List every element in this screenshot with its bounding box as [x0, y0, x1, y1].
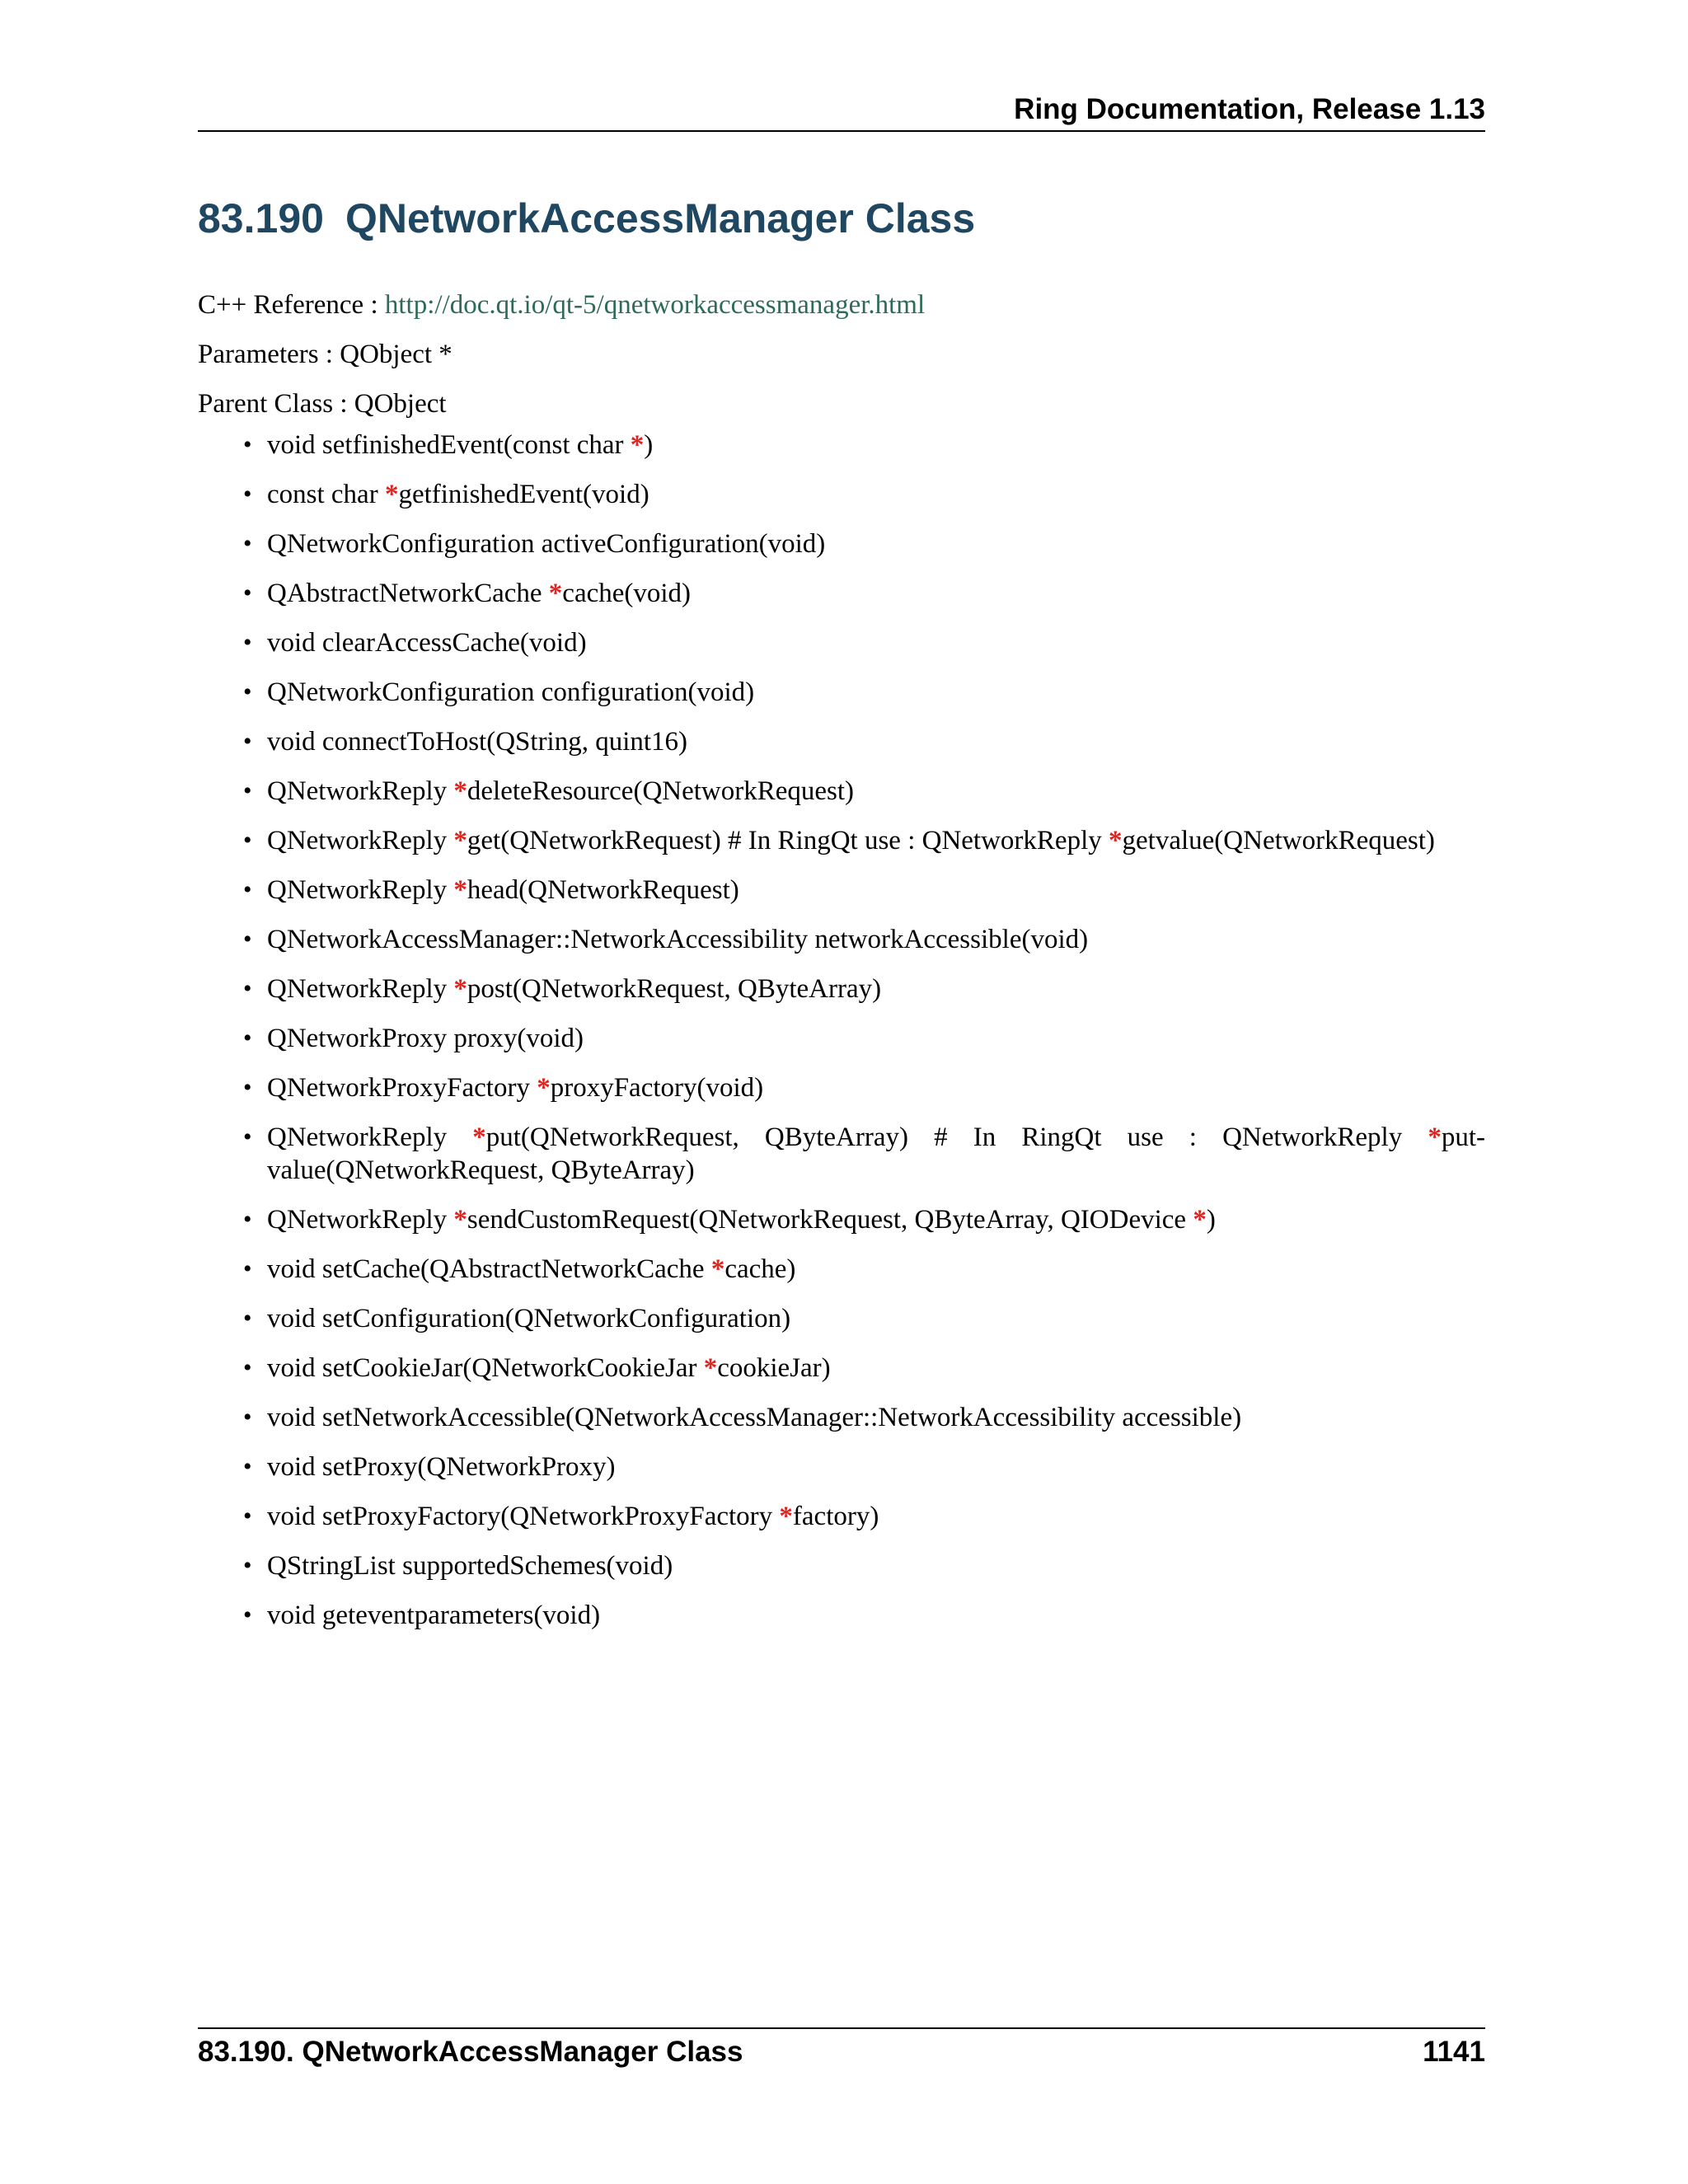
method-signature-text: getfinishedEvent(void)	[398, 480, 649, 509]
cpp-reference	[198, 280, 1485, 330]
section-number: 83.190	[198, 195, 324, 241]
method-signature-text: post(QNetworkRequest, QByteArray)	[467, 974, 882, 1004]
section-title	[198, 191, 975, 246]
method-item	[198, 1121, 1485, 1187]
reference-link[interactable]: http://doc.qt.io/qt-5/qnetworkaccessmanager.html	[384, 290, 926, 320]
method-signature-text: QNetworkProxy proxy(void)	[267, 1024, 584, 1053]
method-item	[198, 1401, 1485, 1434]
method-signature-text: QNetworkReply	[267, 776, 454, 806]
method-signature-text: sendCustomRequest(QNetworkRequest, QByteArray, QIODevice	[467, 1205, 1193, 1235]
method-signature-text: QNetworkReply	[267, 1122, 473, 1152]
method-signature-text: QAbstractNetworkCache	[267, 579, 549, 608]
method-signature-text: cache)	[724, 1254, 796, 1284]
pointer-asterisk: *	[779, 1502, 793, 1531]
pointer-asterisk: *	[453, 1205, 467, 1235]
method-signature-text: proxyFactory(void)	[550, 1073, 764, 1103]
method-item	[198, 626, 1485, 659]
method-signature-text: const char	[267, 480, 385, 509]
pointer-asterisk: *	[1193, 1205, 1207, 1235]
method-item	[198, 1022, 1485, 1055]
method-signature-text: QNetworkReply	[267, 875, 454, 905]
method-signature-text: QNetworkAccessManager::NetworkAccessibility networkAccessible(void)	[267, 925, 1089, 954]
method-signature-text: getvalue(QNetworkRequest)	[1122, 826, 1435, 855]
method-item	[198, 1500, 1485, 1533]
pointer-asterisk: *	[453, 826, 467, 855]
parameters: Parameters : QObject *	[198, 340, 452, 369]
method-item	[198, 874, 1485, 907]
method-signature-text: )	[1206, 1205, 1216, 1235]
pointer-asterisk: *	[453, 974, 467, 1004]
method-list	[198, 429, 1485, 1648]
method-item	[198, 725, 1485, 758]
method-signature-text: cookieJar)	[717, 1353, 831, 1383]
method-signature-text: void setProxy(QNetworkProxy)	[267, 1452, 616, 1482]
method-item	[198, 1071, 1485, 1104]
method-signature-text: void setNetworkAccessible(QNetworkAccessManager::NetworkAccessibility accessible)	[267, 1403, 1242, 1432]
pointer-asterisk: *	[548, 579, 563, 608]
method-signature-text: cache(void)	[562, 579, 692, 608]
method-signature-text: void setCache(QAbstractNetworkCache	[267, 1254, 711, 1284]
method-signature-text: QStringList supportedSchemes(void)	[267, 1551, 673, 1581]
running-footer	[198, 2027, 1485, 2075]
method-signature-text: QNetworkConfiguration configuration(void)	[267, 677, 755, 707]
running-header: Ring Documentation, Release 1.13	[198, 89, 1485, 132]
method-signature-text: void clearAccessCache(void)	[267, 628, 587, 658]
method-item	[198, 1302, 1485, 1335]
class-meta	[198, 280, 1485, 429]
pointer-asterisk: *	[453, 776, 467, 806]
method-item	[198, 1599, 1485, 1632]
method-signature-text: head(QNetworkRequest)	[467, 875, 739, 905]
pointer-asterisk: *	[472, 1122, 486, 1152]
method-signature-text: QNetworkReply	[267, 826, 454, 855]
method-signature-text: factory)	[792, 1502, 879, 1531]
pointer-asterisk: *	[453, 875, 467, 905]
method-signature-text: void setConfiguration(QNetworkConfiguration)	[267, 1304, 791, 1333]
footer-section: 83.190. QNetworkAccessManager Class	[198, 2036, 743, 2068]
method-signature-text: void setProxyFactory(QNetworkProxyFactory	[267, 1502, 780, 1531]
method-item	[198, 1203, 1485, 1236]
method-item	[198, 1352, 1485, 1385]
method-item	[198, 527, 1485, 560]
pointer-asterisk: *	[1428, 1122, 1442, 1152]
method-item	[198, 972, 1485, 1005]
pointer-asterisk: *	[703, 1353, 718, 1383]
pointer-asterisk: *	[1109, 826, 1123, 855]
section-title-text: QNetworkAccessManager Class	[345, 195, 976, 241]
method-signature-text: void geteventparameters(void)	[267, 1601, 601, 1630]
method-signature-text: void setCookieJar(QNetworkCookieJar	[267, 1353, 704, 1383]
method-signature-text: QNetworkReply	[267, 974, 454, 1004]
pointer-asterisk: *	[710, 1254, 725, 1284]
method-item	[198, 824, 1485, 857]
pointer-asterisk: *	[630, 430, 645, 460]
method-item	[198, 429, 1485, 462]
parent-class: Parent Class : QObject	[198, 389, 447, 419]
method-signature-text: void setfinishedEvent(const char	[267, 430, 631, 460]
document-page	[198, 0, 1485, 2184]
method-signature-text: QNetworkProxyFactory	[267, 1073, 537, 1103]
pointer-asterisk: *	[384, 480, 399, 509]
method-signature-text: )	[644, 430, 654, 460]
method-item	[198, 1549, 1485, 1582]
method-item	[198, 775, 1485, 808]
method-signature-text: QNetworkReply	[267, 1205, 454, 1235]
method-signature-text: deleteResource(QNetworkRequest)	[467, 776, 855, 806]
method-item	[198, 577, 1485, 610]
method-signature-text: void connectToHost(QString, quint16)	[267, 727, 688, 757]
method-item	[198, 923, 1485, 956]
method-signature-text: put-value(QNetworkRequest, QByteArray)	[267, 1122, 1485, 1185]
pointer-asterisk: *	[537, 1073, 551, 1103]
page-number: 1141	[1423, 2036, 1485, 2068]
method-signature-text: get(QNetworkRequest) # In RingQt use : QNetworkReply	[467, 826, 1109, 855]
method-signature-text: put(QNetworkRequest, QByteArray) # In RingQt use : QNetworkReply	[485, 1122, 1428, 1152]
method-item	[198, 1451, 1485, 1483]
reference-label: C++ Reference :	[198, 290, 385, 320]
method-signature-text: QNetworkConfiguration activeConfiguration(void)	[267, 529, 826, 559]
method-item	[198, 478, 1485, 511]
method-item	[198, 1253, 1485, 1286]
method-item	[198, 676, 1485, 709]
